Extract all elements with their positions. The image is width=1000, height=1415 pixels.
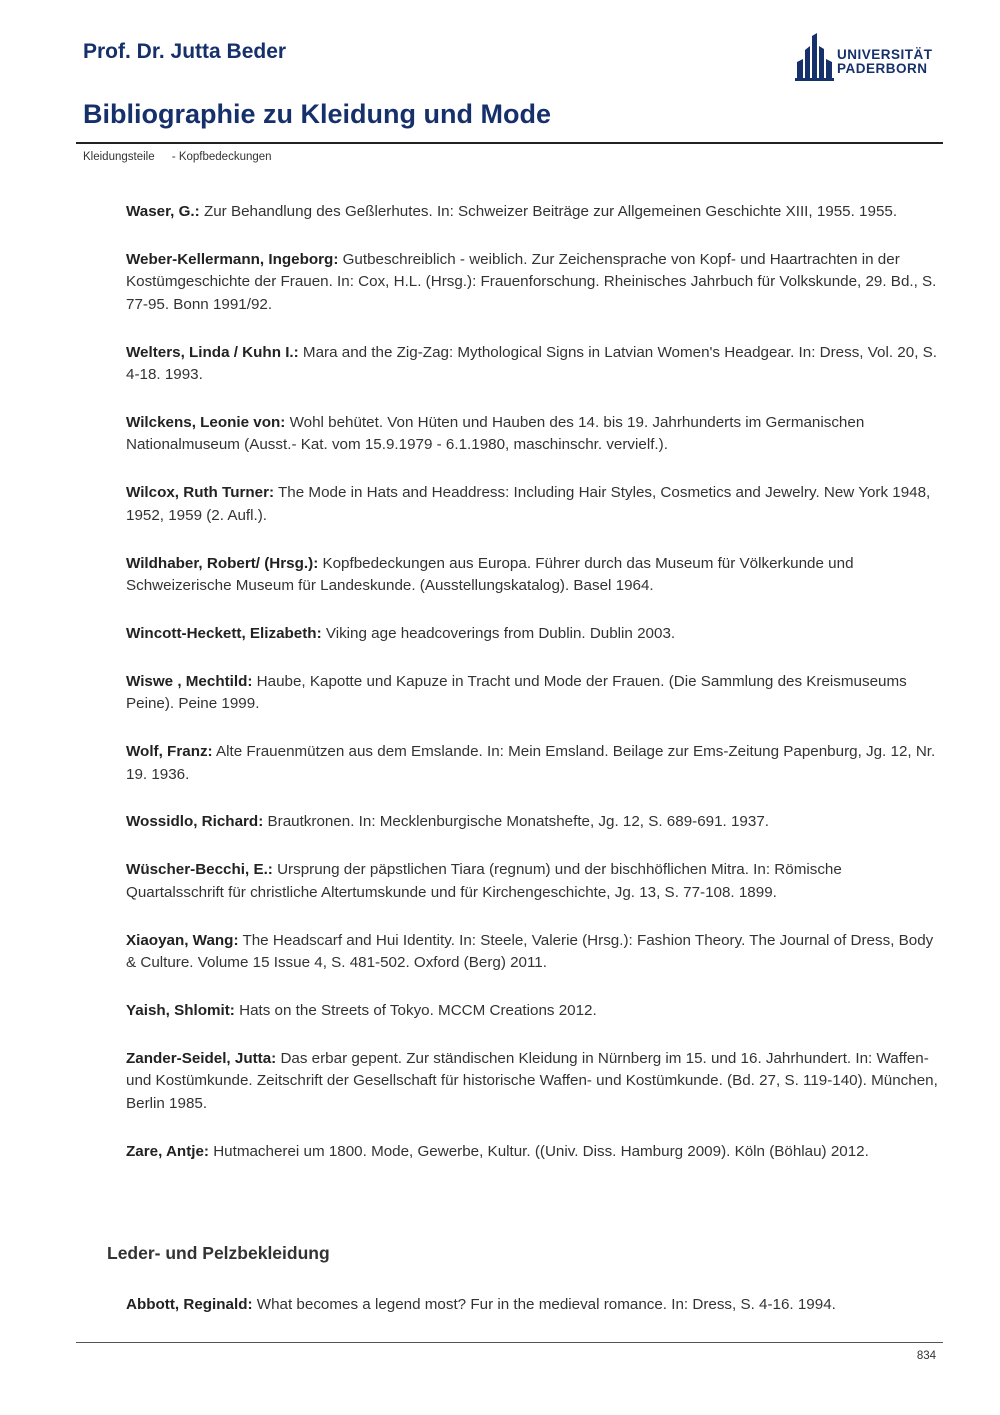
logo-text [837,48,933,76]
page-number: 834 [916,1350,936,1362]
bibliography-entry [126,1294,938,1316]
bibliography-entry [126,342,938,387]
university-logo [795,32,935,82]
logo-line-1: UNIVERSITÄT [837,47,933,62]
entry-author: Welters, Linda / Kuhn I.: [126,343,299,361]
bibliography-entry [126,741,938,786]
bibliography-entry [126,930,938,975]
entry-text: Gutbeschreiblich - weiblich. Zur Zeichensprache von Kopf- und Haartrachten in der Kostümgeschichte der Frauen. In: Cox, H.L. (Hrsg.): Frauenforschung. Rheinisches Jahrbuch für Volkskunde, 29. Bd., S. 77-95. Bonn 1991/92. [126,250,937,313]
entry-author: Yaish, Shlomit: [126,1001,235,1019]
author-name: Prof. Dr. Jutta Beder [83,40,287,63]
bibliography-entry [126,1048,938,1115]
bibliography-entry [126,482,938,527]
breadcrumb-category: Kleidungsteile [83,151,155,163]
entry-text: Hats on the Streets of Tokyo. MCCM Creations 2012. [234,1001,597,1019]
entry-text: The Mode in Hats and Headdress: Including Hair Styles, Cosmetics and Jewelry. New York 1948, 1952, 1959 (2. Aufl.). [126,484,931,524]
entry-author: Wilcox, Ruth Turner: [126,484,275,502]
entry-author: Weber-Kellermann, Ingeborg: [126,250,339,268]
bibliography-entry [126,412,938,457]
bibliography-entry [126,553,938,598]
entry-author: Zare, Antje: [126,1142,209,1160]
entry-text: Ursprung der päpstlichen Tiara (regnum) und der bischhöflichen Mitra. In: Römische Quartalsschrift für christliche Altertumskunde und für Kirchengeschichte, Jg. 13, S. 77-108. 1899. [126,861,842,901]
entry-author: Abbott, Reginald: [126,1296,253,1313]
bibliography-entry [126,623,938,645]
entry-text: Das erbar gepent. Zur ständischen Kleidung in Nürnberg im 15. und 16. Jahrhundert. In: Waffen- und Kostümkunde. Zeitschrift der Gesellschaft für historische Waffen- und Kostümkunde. (Bd. 27, S. 119-140). München, Berlin 1985. [126,1049,938,1112]
document-title: Bibliographie zu Kleidung und Mode [83,99,551,129]
entry-text: Brautkronen. In: Mecklenburgische Monatshefte, Jg. 12, S. 689-691. 1937. [263,813,769,831]
entry-text: Zur Behandlung des Geßlerhutes. In: Schweizer Beiträge zur Allgemeinen Geschichte XIII, 1955. 1955. [199,203,898,220]
entry-author: Wolf, Franz: [126,743,213,761]
entry-text: Wohl behütet. Von Hüten und Hauben des 14. bis 19. Jahrhunderts im Germanischen Nationalmuseum (Ausst.- Kat. vom 15.9.1979 - 6.1.1980, maschinschr. vervielf.). [126,413,865,454]
entry-author: Zander-Seidel, Jutta: [126,1049,277,1067]
university-logo-icon [795,32,835,82]
breadcrumb-subcategory: - Kopfbedeckungen [171,151,272,163]
bibliography-entry [126,1000,938,1022]
title-divider [76,142,943,144]
entry-text: Viking age headcoverings from Dublin. Dublin 2003. [321,624,676,642]
entry-text: Hutmacherei um 1800. Mode, Gewerbe, Kultur. ((Univ. Diss. Hamburg 2009). Köln (Böhlau) 2012. [208,1142,869,1160]
section-heading: Leder- und Pelzbekleidung [107,1243,330,1263]
entry-author: Wincott-Heckett, Elizabeth: [126,624,322,642]
entry-author: Wilckens, Leonie von: [126,413,286,431]
entry-author: Wiswe , Mechtild: [126,672,253,690]
logo-line-2: PADERBORN [837,61,928,76]
footer-divider [76,1342,943,1343]
entry-text: Kopfbedeckungen aus Europa. Führer durch das Museum für Völkerkunde und Schweizerische Museum für Landeskunde. (Ausstellungskatalog). Basel 1964. [126,554,854,594]
bibliography-entry [126,811,938,833]
entry-text: What becomes a legend most? Fur in the medieval romance. In: Dress, S. 4-16. 1994. [252,1296,836,1313]
entry-author: Wüscher-Becchi, E.: [126,861,273,879]
entry-author: Wossidlo, Richard: [126,813,264,831]
entry-author: Waser, G.: [126,203,200,220]
bibliography-list [126,201,938,1188]
entry-text: The Headscarf and Hui Identity. In: Steele, Valerie (Hrsg.): Fashion Theory. The Journal of Dress, Body & Culture. Volume 15 Issue 4, S. 481-502. Oxford (Berg) 2011. [126,931,934,972]
bibliography-entry [126,249,938,316]
section-bibliography-list [126,1294,938,1342]
entry-author: Xiaoyan, Wang: [126,931,239,949]
breadcrumb [83,151,286,163]
bibliography-entry [126,859,938,904]
entry-text: Mara and the Zig-Zag: Mythological Signs in Latvian Women's Headgear. In: Dress, Vol. 20, S. 4-18. 1993. [126,343,937,384]
bibliography-entry [126,201,938,223]
entry-text: Haube, Kapotte und Kapuze in Tracht und Mode der Frauen. (Die Sammlung des Kreismuseums Peine). Peine 1999. [126,672,907,713]
bibliography-entry [126,671,938,716]
entry-author: Wildhaber, Robert/ (Hrsg.): [126,554,319,572]
bibliography-entry [126,1141,938,1163]
entry-text: Alte Frauenmützen aus dem Emslande. In: Mein Emsland. Beilage zur Ems-Zeitung Papenburg, Jg. 12, Nr. 19. 1936. [126,743,936,783]
